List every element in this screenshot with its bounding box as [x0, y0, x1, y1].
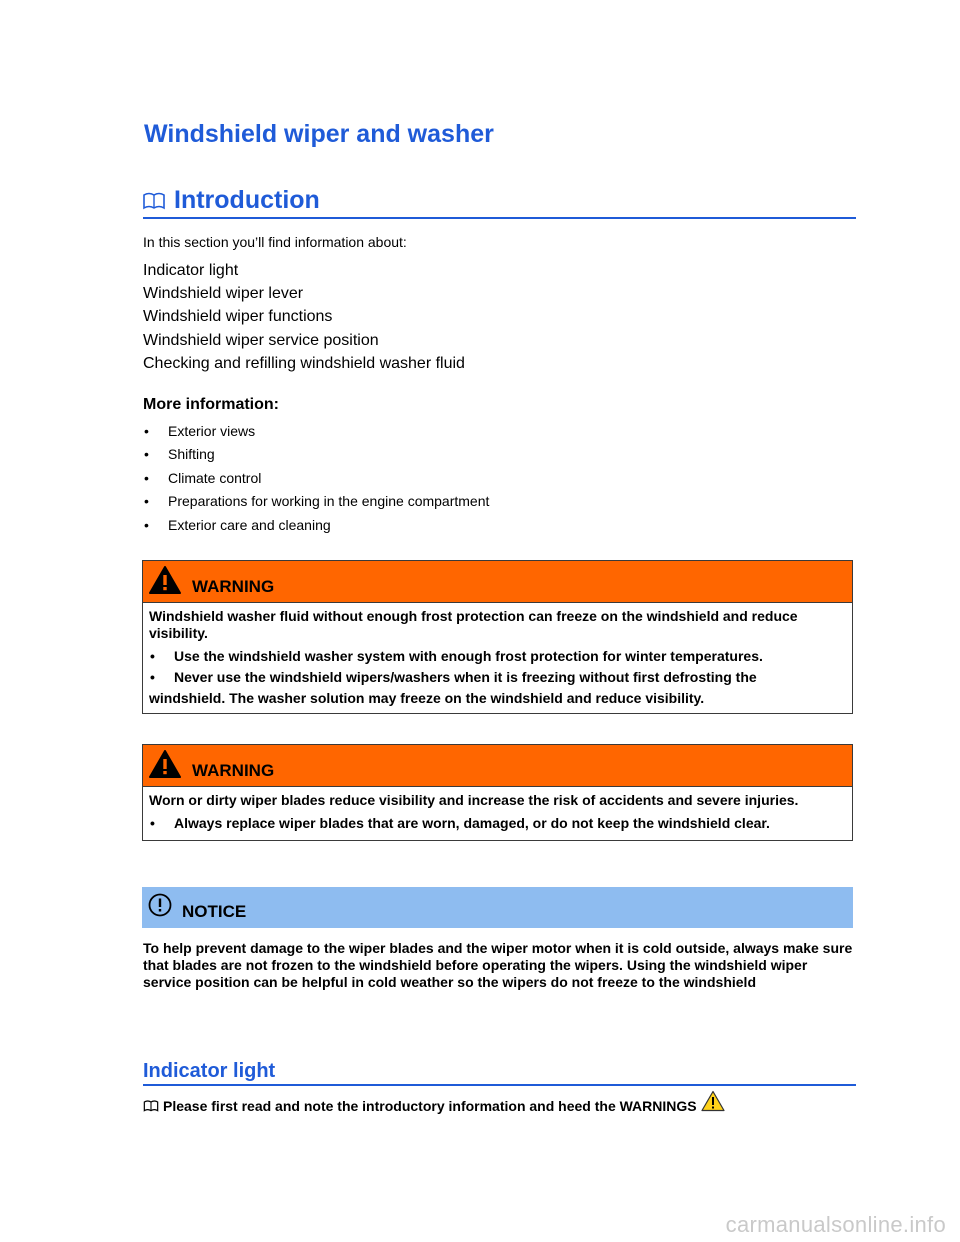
page-title: Windshield wiper and washer: [144, 120, 494, 148]
bullet-icon: •: [150, 669, 155, 685]
list-item: [143, 423, 489, 446]
bullet-icon: •: [144, 469, 149, 486]
bullet-icon: •: [150, 815, 155, 831]
more-info-list: [143, 423, 489, 540]
warning-triangle-icon: [701, 1090, 725, 1112]
warning-bullet-text: Use the windshield washer system with enough frost protection for winter temperatures.: [174, 648, 763, 664]
warning-bullet: [149, 669, 846, 686]
notice-header: [142, 887, 853, 928]
bullet-icon: •: [144, 446, 149, 463]
bullet-icon: •: [144, 493, 149, 510]
list-item-label: Exterior care and cleaning: [168, 516, 331, 533]
read-first-note: [143, 1098, 725, 1114]
list-item-label: Climate control: [168, 469, 262, 486]
notice-label: NOTICE: [182, 902, 247, 921]
list-item: [143, 470, 489, 493]
open-book-icon: [143, 192, 165, 210]
warning-box-wiper-blades: [142, 744, 853, 841]
topic-item: Indicator light: [143, 262, 239, 279]
warning-bullet: [149, 648, 846, 665]
bullet-icon: •: [150, 648, 155, 664]
watermark: carmanualsonline.info: [725, 1212, 946, 1237]
warning-text: Windshield washer fluid without enough frost protection can freeze on the windshield and reduce visibility.: [149, 608, 798, 641]
warning-text: Worn or dirty wiper blades reduce visibility and increase the risk of accidents and severe injuries.: [149, 792, 799, 808]
list-item-label: Exterior views: [168, 423, 256, 439]
warning-bullet-text: Always replace wiper blades that are worn, damaged, or do not keep the windshield clear.: [174, 815, 770, 831]
warning-bullet-continuation: windshield. The washer solution may freeze on the windshield and reduce visibility.: [149, 690, 705, 706]
warning-body: [143, 787, 852, 840]
list-item-label: Preparations for working in the engine compartment: [168, 493, 490, 510]
topic-item: Checking and refilling windshield washer fluid: [143, 354, 465, 372]
warning-triangle-icon: [148, 749, 182, 779]
warning-bullet-text: Never use the windshield wipers/washers when it is freezing without first defrosting the: [174, 669, 757, 685]
bullet-icon: •: [144, 423, 149, 439]
warning-header: [143, 745, 852, 787]
section-rule: [143, 1084, 856, 1086]
topic-item: Windshield wiper lever: [143, 285, 304, 303]
section-rule: [143, 217, 856, 219]
list-item-label: Shifting: [168, 446, 215, 463]
warning-box-frost: [142, 560, 853, 714]
read-first-text: Please first read and note the introductory information and heed the WARNINGS: [163, 1098, 697, 1114]
list-item: [143, 493, 489, 516]
warning-header: [143, 561, 852, 603]
more-info-heading: More information:: [143, 396, 279, 413]
list-item: [143, 446, 489, 469]
topic-list: [143, 259, 465, 375]
bullet-icon: •: [144, 516, 149, 533]
list-item: [143, 517, 489, 540]
section-heading-introduction: [143, 186, 320, 215]
warning-bullet: [149, 815, 846, 832]
topic-item: Windshield wiper service position: [143, 331, 379, 349]
intro-text: In this section you’ll find information about:: [143, 234, 407, 250]
warning-body: [143, 603, 852, 713]
section-heading-label: Introduction: [174, 186, 320, 214]
warning-label: WARNING: [192, 760, 275, 780]
notice-text: To help prevent damage to the wiper blades and the wiper motor when it is cold outside, always make sure that blades are not frozen to the windshield before operating the wipers. Using the windshield wiper service position can be helpful in cold weather so the wipers do not freeze to the windshield: [143, 940, 853, 990]
warning-triangle-icon: [148, 565, 182, 595]
exclamation-circle-icon: [148, 893, 172, 917]
warning-label: WARNING: [192, 576, 275, 596]
open-book-icon: [143, 1100, 159, 1112]
section-heading-indicator-light: Indicator light: [143, 1060, 276, 1082]
topic-item: Windshield wiper functions: [143, 308, 333, 326]
